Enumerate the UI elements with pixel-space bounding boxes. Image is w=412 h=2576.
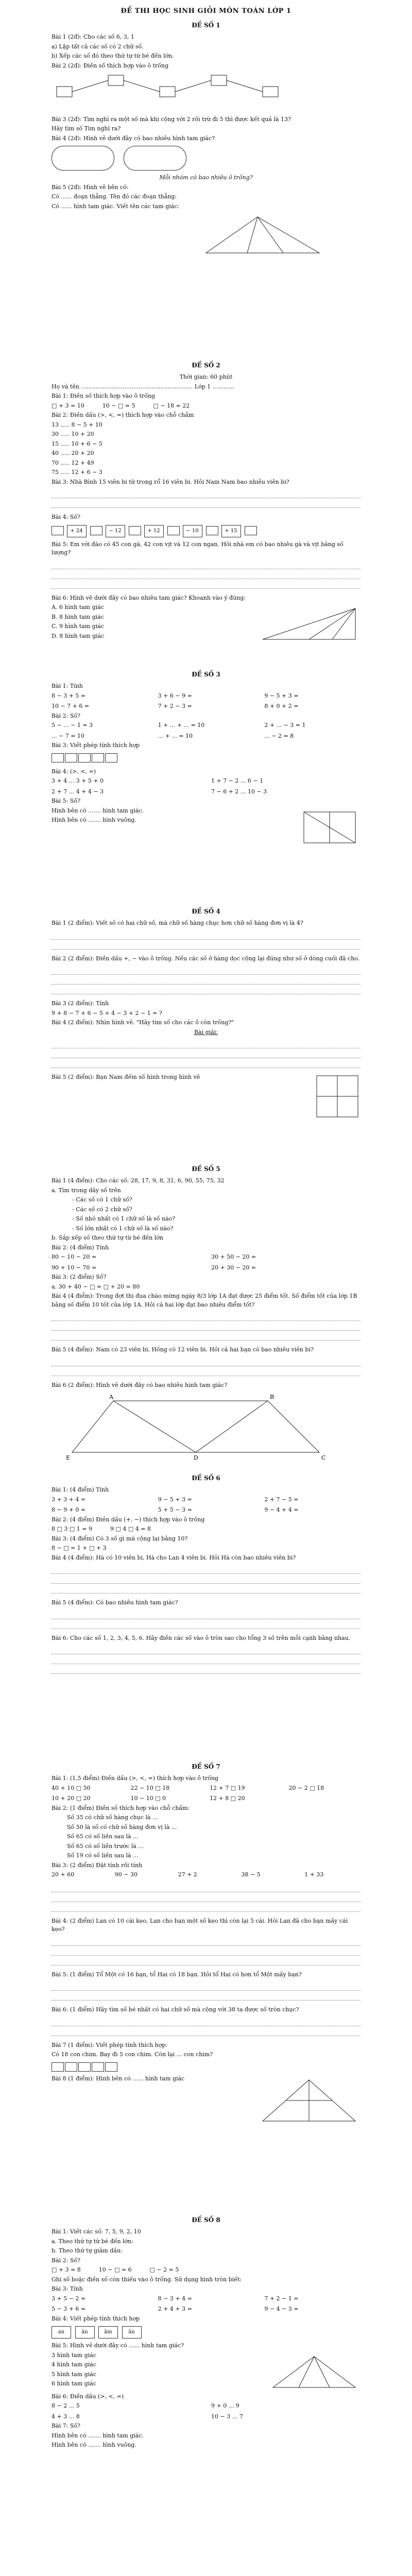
exam-6-q1-grid	[52, 1496, 360, 1516]
exam-5-q1: Bài 1 (4 điểm): Cho các số: 28, 17, 9, 8, 31, 6, 90, 55, 75, 32	[52, 1177, 225, 1184]
calc-row: 9 − 4 − 3 =	[264, 2306, 299, 2312]
compare-row: 7 − 6 + 2 ... 10 − 3	[211, 788, 267, 795]
exam-4-q2: Bài 2 (2 điểm): Điền dấu +, − vào ô trống. Nếu các số ở hàng dọc cộng lại đúng như số ở dòng cuối đã cho.	[52, 955, 360, 962]
exam-2-q1: Bài 1: Điền số thích hợp vào ô trống	[52, 393, 156, 399]
option-c[interactable]: C. 9 hình tam giác	[52, 623, 104, 630]
exam-5-q1a2: - Các số có 2 chữ số?	[72, 1206, 132, 1213]
syllable-tile: ăn	[75, 2326, 95, 2338]
column-calc: 38 − 5	[241, 1871, 261, 1878]
fill-line: Số 50 là số có chữ số hàng đơn vị là ...	[67, 1823, 177, 1831]
answer-box[interactable]	[52, 526, 64, 535]
exam-8-triangle-figure	[268, 2351, 360, 2393]
count-line: Hình bên có ....... hình tam giác.	[52, 2432, 144, 2439]
exam-8-q2-note: Ghi số hoặc điền số còn thiếu vào ô trống. Sử dụng hình tròn biết:	[52, 2276, 242, 2283]
exam-7-q5-answer[interactable]	[52, 1983, 360, 2001]
exam-1-q5a: Có ...... đoạn thẳng. Tên đó các đoạn thẳng:	[52, 193, 177, 200]
exam-1-heading: ĐỀ SỐ 1	[192, 22, 220, 29]
fill-line: Số 65 có số liền sau là ...	[67, 1833, 139, 1840]
calc-row: 5 + 5 − 3 =	[158, 1506, 192, 1513]
exam-7-q3-answer[interactable]	[52, 1885, 360, 1912]
exam-3-q2: Bài 2: Số?	[52, 712, 81, 719]
count-line: Hình bên có ....... hình vuông.	[52, 2442, 136, 2448]
fill-row: 1 + ... + ... = 10	[158, 722, 205, 728]
fill-row: 2 + ... − 3 = 1	[264, 722, 306, 728]
exam-7-q4: Bài 4: (2 điểm) Lan có 10 cái kẹo, Lan cho bạn một số kẹo thì còn lại 5 cái. Hỏi Lan đã cho bạn mấy cái kẹo?	[52, 1917, 350, 1933]
exam-1-number-chain	[52, 71, 360, 112]
compare-row: 4 + 3 ... 8	[52, 2413, 80, 2420]
shape-label-d: D	[194, 1454, 198, 1461]
compare-row: 10 − 3 ... 7	[211, 2413, 243, 2420]
exam-2-q2-r2: 15 ..... 10 + 6 − 5	[52, 440, 102, 447]
exam-8-q7: Bài 7: Số?	[52, 2422, 81, 2429]
fill-line: Số 35 có chữ số hàng chục là ...	[67, 1814, 158, 1821]
exam-6-q3: Bài 3: (4 điểm) Có 3 số gì mà cộng lại bằng 10?	[52, 1535, 188, 1542]
exam-5-q1b: b. Sắp xếp số theo thứ tự từ bé đến lớn	[52, 1234, 163, 1241]
compare-row: 10 + 20 □ 20	[52, 1795, 91, 1802]
answer-box[interactable]	[129, 526, 141, 535]
compare-row: 40 + 10 □ 50	[52, 1784, 91, 1791]
shape-label-e: E	[66, 1454, 71, 1461]
answer-box[interactable]	[206, 526, 218, 535]
fill-line: Số 65 có số liền trước là ...	[67, 1842, 144, 1850]
exam-2-q2-r0: 13 ..... 8 − 5 + 10	[52, 421, 102, 428]
operation-tile: − 10	[183, 525, 202, 537]
calc-row: 8 − 9 + 0 =	[52, 1506, 86, 1513]
calc-row: 3 + 6 − 9 =	[158, 692, 192, 699]
option-checkbox[interactable]: 5 hình tam giác	[52, 2370, 96, 2378]
option-checkbox[interactable]: 6 hình tam giác	[52, 2380, 96, 2387]
exam-7-q7-boxes	[52, 2062, 360, 2072]
exam-6-q5-answer[interactable]	[52, 1612, 360, 1629]
exam-8-q6-grid	[52, 2402, 360, 2422]
answer-box[interactable]	[105, 2062, 117, 2072]
exam-8-heading: ĐỀ SỐ 8	[192, 2216, 220, 2224]
exam-8-q2-expr: □ + 3 = 8 10 − □ = 6 □ − 2 = 5	[52, 2266, 179, 2273]
exam-8-q4-tiles	[52, 2326, 360, 2338]
exam-4-heading: ĐỀ SỐ 4	[192, 908, 220, 915]
calc-row: 2 + 4 + 3 =	[158, 2306, 192, 2312]
exam-4-grid-figure	[314, 1073, 360, 1120]
exam-7-q8: Bài 8 (1 điểm): Hình bên có ...... hình tam giác	[52, 2075, 185, 2082]
exam-2-triangle-figure	[258, 603, 360, 645]
calc-row: 7 + 2 − 1 =	[264, 2295, 299, 2302]
calc-row: 80 − 10 − 20 =	[52, 1253, 97, 1260]
exam-8-q3: Bài 3: Tính	[52, 2285, 83, 2292]
exam-1-q1: Bài 1 (2đ): Cho các số 6, 3, 1	[52, 33, 134, 40]
calc-row: 9 − 5 + 3 =	[264, 692, 299, 699]
exam-2	[52, 361, 360, 645]
compare-row: 12 + 7 □ 19	[210, 1784, 245, 1791]
exam-8-q1a: a. Theo thứ tự từ bé đến lớn:	[52, 2238, 134, 2245]
answer-box[interactable]	[65, 753, 77, 762]
exam-1-q4: Bài 4 (2đ): Hình vẽ dưới đây có bao nhiêu hình tam giác?	[52, 134, 215, 142]
exam-1-q2: Bài 2 (2đ): Điền số thích hợp vào ô trống	[52, 62, 169, 69]
compare-row: 22 − 10 □ 18	[130, 1784, 170, 1791]
column-calc: 1 + 33	[304, 1871, 324, 1878]
exam-7-q7: Bài 7 (1 điểm): Viết phép tính thích hợp:	[52, 2041, 168, 2048]
exam-8-q1: Bài 1: Viết các số: 7, 5, 9, 2, 10	[52, 2228, 141, 2235]
exam-8-q1b: b. Theo thứ tự giảm dần:	[52, 2247, 123, 2254]
calc-row: 3 + 3 + 4 =	[52, 1496, 86, 1503]
calc-row: 8 − 3 + 5 =	[52, 692, 86, 699]
exam-2-q5: Bài 5: Em với đào có 45 con gà, 42 con vịt và 12 con ngan. Hỏi nhà em có bao nhiêu gà và vịt bằng số lượng?	[52, 540, 346, 556]
shape-label-a: A	[109, 1394, 113, 1400]
exam-6-q4-answer[interactable]	[52, 1566, 360, 1594]
exam-5-q1a4: - Số lớn nhất có 1 chữ số là số nào?	[72, 1225, 174, 1232]
document-title: ĐỀ THI HỌC SINH GIỎI MÔN TOÁN LỚP 1	[121, 7, 291, 15]
exam-7-triangle-figure	[258, 2075, 360, 2126]
calc-row: 90 + 10 − 70 =	[52, 1264, 97, 1271]
exam-2-name-line: Họ và tên .............................................................. Lớp 1 ............	[52, 383, 234, 390]
option-a[interactable]: A. 6 hình tam giác	[52, 604, 104, 611]
exam-3-square-figure	[299, 807, 360, 848]
answer-box[interactable]	[78, 753, 91, 762]
exam-8	[52, 2215, 360, 2451]
exam-7-q8-block	[52, 2075, 360, 2126]
exam-1-triangle-figure	[52, 212, 360, 258]
answer-box[interactable]	[105, 753, 117, 762]
exam-5-q6: Bài 6 (2 điểm): Hình vẽ dưới đây có bao nhiêu hình tam giác?	[52, 1381, 228, 1388]
exam-5-q2: Bài 2: (4 điểm) Tính	[52, 1244, 109, 1251]
shape-label-c: C	[321, 1454, 326, 1461]
compare-row: 1 + 7 − 2 ... 6 − 1	[211, 777, 264, 784]
answer-box[interactable]	[52, 2062, 64, 2072]
exam-6-q3-expr: 8 − □ = 1 + □ + 3	[52, 1545, 107, 1551]
exam-5-trapezoid-figure	[52, 1391, 360, 1463]
exam-3	[52, 670, 360, 848]
exam-5-q3-expr: a. 30 + 40 − □ = □ + 20 = 80	[52, 1283, 140, 1290]
operation-tile: − 12	[106, 525, 125, 537]
shape-label-b: B	[270, 1394, 274, 1400]
compare-row: 10 − 10 □ 0	[130, 1795, 166, 1802]
answer-box[interactable]	[92, 753, 104, 762]
calc-row: 10 − 7 + 6 =	[52, 703, 90, 709]
exam-2-q4: Bài 4: Số?	[52, 514, 81, 520]
fill-line: Số 19 có số liền sau là ...	[67, 1852, 139, 1859]
exam-6-q4: Bài 4 (4 điểm): Hà có 10 viên bi, Hà cho Lan 4 viên bi. Hỏi Hà còn bao nhiêu viên bi?	[52, 1554, 296, 1561]
exam-1-q1a: a) Lập tất cả các số có 2 chữ số.	[52, 43, 144, 50]
exam-6-q2-expr: 8 □ 3 □ 1 = 9 9 □ 4 □ 4 = 8	[52, 1526, 151, 1532]
exam-3-q2-grid	[52, 721, 360, 741]
exam-4	[52, 907, 360, 1120]
exam-4-q3-expr: 9 + 8 − 7 + 6 − 5 + 4 − 3 + 2 − 1 = ?	[52, 1009, 162, 1016]
column-calc: 27 + 2	[178, 1871, 197, 1878]
exam-4-q2-answer[interactable]	[52, 967, 360, 994]
count-line: Hình bên có ....... hình vuông.	[52, 817, 136, 823]
exam-2-q6-options	[52, 603, 104, 645]
exam-7-heading: ĐỀ SỐ 7	[192, 1763, 220, 1770]
exam-5-q5-answer[interactable]	[52, 1359, 360, 1376]
answer-box[interactable]	[78, 2062, 91, 2072]
exam-2-q4-boxes	[52, 525, 360, 537]
fill-row: ... − 2 = 8	[264, 732, 294, 739]
exam-1-caption: Mỗi nhóm có bao nhiêu ô trống?	[159, 174, 253, 181]
exam-1-q3b: Hãy tìm số Tìm nghĩ ra?	[52, 125, 121, 132]
exam-3-q5: Bài 5: Số?	[52, 798, 81, 804]
exam-1-q3: Bài 3 (2đ): Tìm nghĩ ra một số mà khi cộng với 2 rồi trừ đi 5 thì được kết quả là 13?	[52, 115, 291, 123]
calc-row: 3 + 5 − 2 =	[52, 2295, 86, 2302]
exam-6-q1: Bài 1: (4 điểm) Tính	[52, 1486, 109, 1493]
calc-row: 5 − 3 + 6 =	[52, 2306, 86, 2312]
column-calc: 20 + 60	[52, 1871, 75, 1878]
exam-8-q5-options	[52, 2351, 96, 2389]
operation-tile: + 12	[144, 525, 164, 537]
exam-2-q3: Bài 3: Nhà Bình 15 viên bi từ trong rổ 16 viên bi. Hỏi Nam Nam bao nhiêu viên bi?	[52, 478, 289, 485]
exam-5-q2-grid	[52, 1253, 360, 1273]
calc-row: 9 − 5 + 3 =	[158, 1496, 192, 1503]
exam-3-q1-grid	[52, 692, 360, 712]
exam-3-q3: Bài 3: Viết phép tính thích hợp	[52, 742, 140, 749]
calc-row: 2 + 7 − 5 =	[264, 1496, 299, 1503]
option-b[interactable]: B. 8 hình tam giác	[52, 613, 105, 620]
exam-2-q1-expr: □ + 3 = 10 10 − □ = 5 □ − 18 = 22	[52, 402, 190, 409]
compare-row: 12 + 8 □ 20	[210, 1795, 245, 1802]
exam-4-q3: Bài 3 (2 điểm): Tính	[52, 1000, 109, 1007]
exam-6-heading: ĐỀ SỐ 6	[192, 1475, 220, 1482]
exam-5	[52, 1164, 360, 1466]
exam-4-q4: Bài 4 (2 điểm): Nhìn hình vẽ. "Hãy tìm số cho các ô còn trống?"	[52, 1019, 234, 1026]
exam-5-q3: Bài 3: (2 điểm) Số?	[52, 1274, 107, 1280]
exam-8-q6: Bài 6: Điền dấu (>, <, =)	[52, 2393, 124, 2400]
exam-4-solution-label: Bài giải:	[194, 1028, 218, 1036]
exam-3-q4-grid	[52, 777, 360, 797]
exam-2-q6: Bài 6: Hình vẽ dưới đây có bao nhiêu tam giác? Khoanh vào ý đúng:	[52, 594, 246, 601]
exam-5-q4: Bài 4 (4 điểm): Trong đợt thi đua chào mừng ngày 8/3 lớp 1A đạt được 25 điểm tốt. Số điểm tốt của lớp 1B bằng số điểm 10 tốt của lớp 1A. Hỏi cả hai lớp đạt bao nhiêu điểm tốt?	[52, 1293, 359, 1308]
fill-row: 5 − ... − 1 = 3	[52, 722, 93, 728]
exam-2-q2-r4: 70 ..... 12 + 49	[52, 459, 94, 466]
exam-5-q1a: a. Tìm trong dãy số trên	[52, 1187, 121, 1194]
exam-7	[52, 1762, 360, 2126]
exam-8-q2: Bài 2: Số?	[52, 2257, 81, 2264]
oval-group-a	[52, 146, 114, 171]
answer-box[interactable]	[245, 526, 257, 535]
compare-row: 9 + 0 ... 9	[211, 2402, 239, 2409]
compare-row: 2 + 7 ... 4 + 4 − 3	[52, 788, 104, 795]
exam-1	[52, 21, 360, 261]
option-checkbox[interactable]: 4 hình tam giác	[52, 2361, 96, 2368]
exam-6-q6-answer[interactable]	[52, 1647, 360, 1674]
answer-box[interactable]	[90, 526, 102, 535]
compare-row: 8 − 2 ... 5	[52, 2402, 80, 2409]
calc-row: 20 + 30 − 20 =	[211, 1264, 256, 1271]
exam-1-q5: Bài 5 (2đ): Hình vẽ bên có:	[52, 183, 129, 191]
exam-7-q7-expr: Có 18 con chim. Bay đi 5 con chim. Còn lại ... con chim?	[52, 2051, 213, 2058]
fill-row: ... − 7 = 10	[52, 732, 84, 739]
exam-3-q3-boxes	[52, 753, 360, 762]
exam-5-heading: ĐỀ SỐ 5	[192, 1165, 220, 1173]
answer-box[interactable]	[167, 526, 180, 535]
column-calc: 90 − 30	[114, 1871, 138, 1878]
exam-2-time: Thời gian: 60 phút	[179, 374, 233, 380]
exam-5-q5: Bài 5 (4 điểm): Nam có 23 viên bi, Hồng có 12 viên bi. Hỏi cả hai bạn có bao nhiêu viên bi?	[52, 1346, 314, 1353]
exam-8-q3-grid	[52, 2295, 360, 2315]
compare-row: 3 + 4 ... 3 + 5 + 0	[52, 777, 104, 784]
exam-6-q6: Bài 6: Cho các số 1, 2, 3, 4, 5, 6. Hãy điền các số vào ô tròn sao cho tổng 3 số trên mỗi cạnh bằng nhau.	[52, 1634, 351, 1641]
exam-2-q2-r5: 75 ..... 12 + 6 − 3	[52, 469, 102, 476]
exam-4-q5-block	[52, 1073, 360, 1120]
exam-8-q4: Bài 4: Viết phép tính thích hợp	[52, 2315, 140, 2322]
option-d[interactable]: D. 8 hình tam giác	[52, 632, 105, 639]
count-line: Hình bên có ....... hình tam giác.	[52, 807, 144, 814]
exam-6	[52, 1473, 360, 1679]
operation-tile: + 15	[221, 525, 241, 537]
exam-5-q1a3: - Số nhỏ nhất có 1 chữ số là số nào?	[72, 1215, 176, 1222]
exam-7-q6: Bài 6: (1 điểm) Hãy tìm số bé nhất có hai chữ số mà cộng với 38 ta được số tròn chục?	[52, 2006, 299, 2013]
operation-tile: + 24	[67, 525, 87, 537]
exam-5-q4-answer[interactable]	[52, 1313, 360, 1341]
exam-2-heading: ĐỀ SỐ 2	[192, 362, 220, 369]
compare-row: 20 − 2 □ 18	[288, 1784, 324, 1791]
exam-7-q2: Bài 2: (1 điểm) Điền số thích hợp vào chỗ chấm:	[52, 1804, 190, 1811]
exam-6-q2: Bài 2: (4 điểm) Điền dấu (+, −) thích hợp vào ô trống	[52, 1516, 205, 1523]
calc-row: 8 − 3 + 4 =	[158, 2295, 192, 2302]
exam-6-q5: Bài 5 (4 điểm): Có bao nhiêu hình tam giác?	[52, 1599, 178, 1606]
exam-7-q1-grid	[52, 1784, 360, 1804]
syllable-tile: âm	[98, 2326, 118, 2338]
answer-box[interactable]	[52, 753, 64, 762]
exam-7-q3: Bài 3: (2 điểm) Đặt tính rồi tính	[52, 1861, 143, 1869]
exam-4-q1: Bài 1 (2 điểm): Viết số có hai chữ số, mà chữ số hàng chục hơn chữ số hàng đơn vị là 4?	[52, 920, 303, 926]
exam-4-q5: Bài 5 (2 điểm): Bạn Nam đếm số hình trong hình vẽ	[52, 1074, 200, 1080]
calc-row: 7 + 2 − 3 =	[158, 703, 192, 709]
exam-2-q3-answer[interactable]	[52, 490, 360, 508]
oval-group-b	[124, 146, 186, 171]
exam-1-oval-groups	[52, 146, 360, 171]
exam-4-q4-answer[interactable]	[52, 1041, 360, 1068]
exam-8-q5: Bài 5: Hình vẽ dưới đây có ...... hình tam giác?	[52, 2342, 184, 2349]
fill-row: ... + ... = 10	[158, 732, 193, 739]
exam-2-q5-answer[interactable]	[52, 562, 360, 589]
exam-2-q2: Bài 2: Điền dấu (>, <, =) thích hợp vào chỗ chấm	[52, 412, 194, 418]
answer-box[interactable]	[65, 2062, 77, 2072]
exam-7-q3-grid	[52, 1871, 360, 1880]
syllable-tile: ân	[122, 2326, 142, 2338]
exam-1-q1b: b) Xếp các số đó theo thứ tự từ bé đến lớn.	[52, 53, 174, 59]
exam-1-q5b: Có ...... hình tam giác. Viết tên các tam giác:	[52, 202, 180, 210]
answer-box[interactable]	[92, 2062, 104, 2072]
exam-4-q1-answer[interactable]	[52, 932, 360, 950]
exam-7-q5: Bài 5: (1 điểm) Tổ Một có 16 bạn, tổ Hai có 18 bạn. Hỏi tổ Hai có hơn tổ Một mấy bạn?	[52, 1971, 302, 1978]
exam-7-q6-answer[interactable]	[52, 2019, 360, 2036]
exam-2-q2-r1: 30 ..... 10 + 20	[52, 431, 94, 437]
exam-5-q1a1: - Các số có 1 chữ số?	[72, 1196, 132, 1203]
syllable-tile: an	[52, 2326, 71, 2338]
exam-3-heading: ĐỀ SỐ 3	[192, 671, 220, 678]
option-checkbox[interactable]: 3 hình tam giác	[52, 2351, 96, 2359]
exam-2-q2-r3: 40 ..... 20 + 20	[52, 450, 94, 456]
exam-3-q5-block	[52, 807, 360, 848]
calc-row: 30 + 50 − 20 =	[211, 1253, 256, 1260]
exam-2-q6-block	[52, 603, 360, 645]
exam-7-q1: Bài 1: (1,5 điểm) Điền dấu (>, <, =) thích hợp vào ô trống	[52, 1775, 219, 1782]
exam-3-q4: Bài 4: (>, <, =)	[52, 768, 96, 775]
exam-3-q1: Bài 1: Tính	[52, 683, 83, 689]
calc-row: 9 − 4 + 4 =	[264, 1506, 299, 1513]
exam-8-q5-block	[52, 2351, 360, 2393]
calc-row: 8 + 0 + 2 =	[264, 703, 299, 709]
exam-7-q4-answer[interactable]	[52, 1938, 360, 1965]
